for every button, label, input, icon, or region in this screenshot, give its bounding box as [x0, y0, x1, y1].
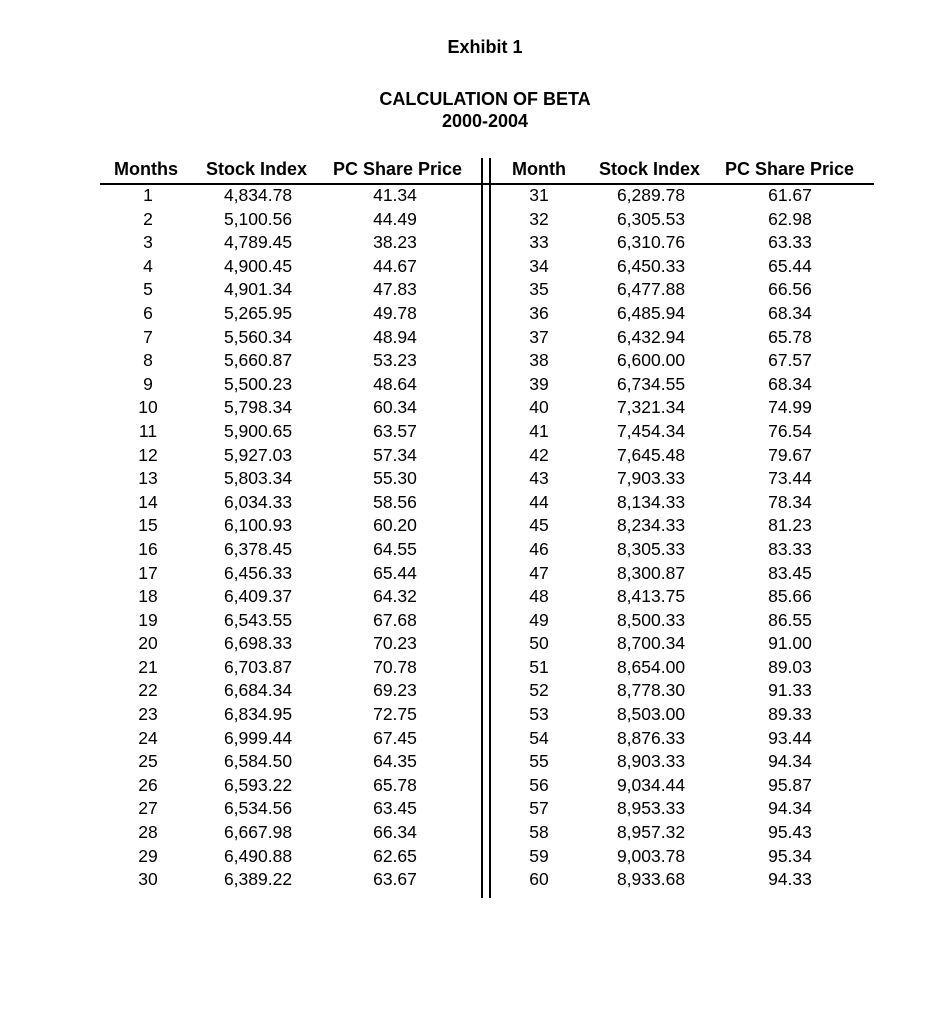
cell-share-price: 38.23: [373, 232, 417, 253]
cell-stock-index: 8,305.33: [616, 538, 686, 559]
cell-share-price: 89.33: [768, 704, 812, 725]
cell-stock-index: 6,734.55: [616, 373, 686, 394]
cell-share-price: 81.23: [768, 515, 812, 536]
cell-stock-index: 5,560.34: [223, 326, 293, 347]
cell-share-price: 63.33: [768, 232, 812, 253]
cell-month: 14: [138, 491, 158, 512]
cell-stock-index: 6,389.22: [223, 869, 293, 890]
cell-stock-index: 5,100.56: [223, 208, 293, 229]
cell-share-price: 63.57: [373, 420, 417, 441]
cell-stock-index: 6,450.33: [616, 255, 686, 276]
table-row: [100, 727, 874, 751]
cell-stock-index: 8,700.34: [616, 633, 686, 654]
header-month: Month: [512, 159, 566, 179]
cell-month: 37: [529, 326, 549, 347]
table-row: [100, 797, 874, 821]
cell-stock-index: 8,134.33: [616, 491, 686, 512]
cell-month: 29: [138, 845, 158, 866]
table-row: [100, 396, 874, 420]
cell-month: 8: [143, 350, 153, 371]
cell-month: 16: [138, 538, 158, 559]
title-text: CALCULATION OF BETA: [379, 89, 591, 109]
cell-share-price: 83.33: [768, 538, 812, 559]
cell-month: 5: [143, 279, 153, 300]
exhibit-label: Exhibit 1: [447, 37, 523, 57]
cell-share-price: 41.34: [373, 185, 417, 205]
cell-share-price: 49.78: [373, 302, 417, 323]
beta-data-table: [100, 158, 874, 898]
cell-month: 26: [138, 774, 158, 795]
cell-share-price: 67.45: [373, 727, 417, 748]
table-row: [100, 349, 874, 373]
cell-stock-index: 4,834.78: [223, 185, 293, 205]
cell-stock-index: 6,485.94: [616, 302, 686, 323]
cell-stock-index: 6,684.34: [223, 680, 293, 701]
table-row: [100, 679, 874, 703]
cell-stock-index: 6,584.50: [223, 751, 293, 772]
cell-month: 46: [529, 538, 549, 559]
cell-share-price: 63.45: [373, 798, 417, 819]
cell-stock-index: 6,432.94: [616, 326, 686, 347]
cell-month: 51: [529, 656, 549, 677]
cell-month: 15: [138, 515, 158, 536]
table-row: [100, 585, 874, 609]
cell-share-price: 86.55: [768, 609, 812, 630]
cell-stock-index: 6,999.44: [223, 727, 293, 748]
cell-stock-index: 6,456.33: [223, 562, 293, 583]
cell-stock-index: 6,698.33: [223, 633, 293, 654]
cell-stock-index: 6,593.22: [223, 774, 293, 795]
cell-stock-index: 7,321.34: [616, 397, 686, 418]
table-row: [100, 750, 874, 774]
cell-stock-index: 5,803.34: [223, 468, 293, 489]
table-row: [100, 845, 874, 869]
cell-stock-index: 6,034.33: [223, 491, 293, 512]
cell-stock-index: 8,654.00: [616, 656, 686, 677]
cell-stock-index: 8,503.00: [616, 704, 686, 725]
cell-month: 33: [529, 232, 549, 253]
cell-stock-index: 5,927.03: [223, 444, 293, 465]
table-row: [100, 467, 874, 491]
cell-share-price: 89.03: [768, 656, 812, 677]
cell-month: 25: [138, 751, 158, 772]
table-row: [100, 184, 874, 208]
cell-month: 9: [143, 373, 153, 394]
cell-stock-index: 6,305.53: [616, 208, 686, 229]
cell-month: 47: [529, 562, 549, 583]
cell-share-price: 65.78: [373, 774, 417, 795]
cell-stock-index: 6,600.00: [616, 350, 686, 371]
table-row: [100, 326, 874, 350]
cell-stock-index: 6,490.88: [223, 845, 293, 866]
cell-month: 49: [529, 609, 549, 630]
cell-month: 48: [529, 586, 549, 607]
header-share-price-left: PC Share Price: [333, 159, 463, 179]
table-row: [100, 420, 874, 444]
table-row: [100, 302, 874, 326]
cell-share-price: 53.23: [373, 350, 417, 371]
cell-stock-index: 8,903.33: [616, 751, 686, 772]
cell-share-price: 76.54: [768, 420, 812, 441]
cell-stock-index: 8,953.33: [616, 798, 686, 819]
table-row: [100, 703, 874, 727]
table-row: [100, 538, 874, 562]
cell-stock-index: 8,957.32: [616, 822, 686, 843]
cell-stock-index: 6,703.87: [223, 656, 293, 677]
cell-stock-index: 6,409.37: [223, 586, 293, 607]
cell-stock-index: 5,798.34: [223, 397, 293, 418]
cell-stock-index: 5,265.95: [223, 302, 293, 323]
cell-share-price: 72.75: [373, 704, 417, 725]
cell-share-price: 60.20: [373, 515, 417, 536]
table-row: [100, 774, 874, 798]
cell-month: 52: [529, 680, 549, 701]
header-months: Months: [114, 159, 178, 179]
cell-month: 24: [138, 727, 158, 748]
cell-share-price: 94.34: [768, 751, 812, 772]
cell-stock-index: 6,543.55: [223, 609, 293, 630]
cell-share-price: 65.44: [768, 255, 812, 276]
cell-share-price: 44.67: [373, 255, 417, 276]
cell-month: 35: [529, 279, 549, 300]
cell-share-price: 95.34: [768, 845, 812, 866]
cell-month: 31: [529, 185, 549, 205]
cell-month: 1: [143, 185, 153, 205]
cell-stock-index: 5,900.65: [223, 420, 293, 441]
table-row: [100, 562, 874, 586]
cell-month: 13: [138, 468, 158, 489]
cell-month: 21: [138, 656, 158, 677]
cell-stock-index: 8,413.75: [616, 586, 686, 607]
cell-share-price: 64.32: [373, 586, 417, 607]
cell-stock-index: 7,454.34: [616, 420, 686, 441]
cell-share-price: 95.43: [768, 822, 812, 843]
cell-stock-index: 7,645.48: [616, 444, 686, 465]
cell-stock-index: 6,100.93: [223, 515, 293, 536]
cell-share-price: 64.35: [373, 751, 417, 772]
cell-month: 39: [529, 373, 549, 394]
cell-share-price: 95.87: [768, 774, 812, 795]
cell-month: 45: [529, 515, 549, 536]
cell-month: 60: [529, 869, 549, 890]
cell-stock-index: 8,778.30: [616, 680, 686, 701]
cell-share-price: 74.99: [768, 397, 812, 418]
cell-share-price: 69.23: [373, 680, 417, 701]
cell-month: 17: [138, 562, 158, 583]
cell-share-price: 64.55: [373, 538, 417, 559]
cell-share-price: 66.56: [768, 279, 812, 300]
cell-month: 38: [529, 350, 549, 371]
cell-stock-index: 5,500.23: [223, 373, 293, 394]
page-title: [0, 88, 925, 132]
cell-month: 19: [138, 609, 158, 630]
cell-month: 42: [529, 444, 549, 465]
cell-month: 50: [529, 633, 549, 654]
cell-share-price: 62.98: [768, 208, 812, 229]
cell-stock-index: 8,300.87: [616, 562, 686, 583]
table-row: [100, 278, 874, 302]
cell-share-price: 62.65: [373, 845, 417, 866]
cell-share-price: 68.34: [768, 302, 812, 323]
cell-share-price: 68.34: [768, 373, 812, 394]
table-row: [100, 491, 874, 515]
table-row: [100, 821, 874, 845]
cell-month: 6: [143, 302, 153, 323]
table-row: [100, 208, 874, 232]
cell-month: 58: [529, 822, 549, 843]
cell-stock-index: 6,667.98: [223, 822, 293, 843]
cell-stock-index: 8,933.68: [616, 869, 686, 890]
cell-share-price: 67.57: [768, 350, 812, 371]
cell-share-price: 94.34: [768, 798, 812, 819]
cell-month: 12: [138, 444, 158, 465]
cell-share-price: 65.78: [768, 326, 812, 347]
cell-stock-index: 6,289.78: [616, 185, 686, 205]
table-row: [100, 868, 874, 892]
cell-share-price: 91.00: [768, 633, 812, 654]
cell-month: 34: [529, 255, 549, 276]
cell-stock-index: 5,660.87: [223, 350, 293, 371]
table-row: [100, 632, 874, 656]
cell-month: 55: [529, 751, 549, 772]
table-row: [100, 656, 874, 680]
cell-share-price: 83.45: [768, 562, 812, 583]
table-body: [100, 184, 874, 892]
cell-month: 57: [529, 798, 549, 819]
cell-share-price: 60.34: [373, 397, 417, 418]
cell-share-price: 79.67: [768, 444, 812, 465]
cell-month: 43: [529, 468, 549, 489]
cell-stock-index: 9,003.78: [616, 845, 686, 866]
header-stock-index-left: Stock Index: [206, 159, 308, 179]
table-row: [100, 255, 874, 279]
cell-month: 59: [529, 845, 549, 866]
cell-month: 40: [529, 397, 549, 418]
cell-share-price: 48.94: [373, 326, 417, 347]
cell-month: 27: [138, 798, 158, 819]
cell-share-price: 47.83: [373, 279, 417, 300]
cell-month: 4: [143, 255, 153, 276]
table-row: [100, 373, 874, 397]
cell-stock-index: 6,534.56: [223, 798, 293, 819]
table-row: [100, 231, 874, 255]
cell-month: 20: [138, 633, 158, 654]
cell-share-price: 61.67: [768, 185, 812, 205]
cell-stock-index: 6,477.88: [616, 279, 686, 300]
cell-month: 18: [138, 586, 158, 607]
cell-stock-index: 4,789.45: [223, 232, 293, 253]
cell-share-price: 66.34: [373, 822, 417, 843]
cell-month: 23: [138, 704, 158, 725]
header-stock-index-right: Stock Index: [599, 159, 701, 179]
subtitle-text: 2000-2004: [441, 111, 529, 131]
cell-month: 30: [138, 869, 158, 890]
cell-month: 44: [529, 491, 549, 512]
cell-month: 28: [138, 822, 158, 843]
cell-stock-index: 8,234.33: [616, 515, 686, 536]
cell-month: 41: [529, 420, 549, 441]
cell-month: 32: [529, 208, 549, 229]
cell-share-price: 48.64: [373, 373, 417, 394]
cell-share-price: 73.44: [768, 468, 812, 489]
cell-month: 3: [143, 232, 153, 253]
cell-month: 56: [529, 774, 549, 795]
cell-share-price: 65.44: [373, 562, 417, 583]
cell-month: 54: [529, 727, 549, 748]
cell-stock-index: 6,834.95: [223, 704, 293, 725]
cell-month: 10: [138, 397, 158, 418]
cell-share-price: 70.78: [373, 656, 417, 677]
cell-share-price: 58.56: [373, 491, 417, 512]
cell-share-price: 67.68: [373, 609, 417, 630]
cell-month: 36: [529, 302, 549, 323]
cell-share-price: 93.44: [768, 727, 812, 748]
cell-stock-index: 6,378.45: [223, 538, 293, 559]
header-share-price-right: PC Share Price: [725, 159, 855, 179]
table-row: [100, 514, 874, 538]
table-row: [100, 444, 874, 468]
cell-stock-index: 4,901.34: [223, 279, 293, 300]
cell-share-price: 94.33: [768, 869, 812, 890]
cell-month: 2: [143, 208, 153, 229]
cell-month: 53: [529, 704, 549, 725]
cell-share-price: 70.23: [373, 633, 417, 654]
cell-month: 11: [138, 420, 158, 441]
cell-share-price: 91.33: [768, 680, 812, 701]
cell-month: 22: [138, 680, 158, 701]
cell-stock-index: 8,876.33: [616, 727, 686, 748]
cell-stock-index: 6,310.76: [616, 232, 686, 253]
cell-share-price: 57.34: [373, 444, 417, 465]
cell-share-price: 44.49: [373, 208, 417, 229]
cell-share-price: 78.34: [768, 491, 812, 512]
cell-stock-index: 8,500.33: [616, 609, 686, 630]
table-row: [100, 609, 874, 633]
cell-share-price: 85.66: [768, 586, 812, 607]
cell-stock-index: 9,034.44: [616, 774, 686, 795]
cell-stock-index: 7,903.33: [616, 468, 686, 489]
cell-stock-index: 4,900.45: [223, 255, 293, 276]
cell-share-price: 63.67: [373, 869, 417, 890]
cell-share-price: 55.30: [373, 468, 417, 489]
cell-month: 7: [143, 326, 153, 347]
